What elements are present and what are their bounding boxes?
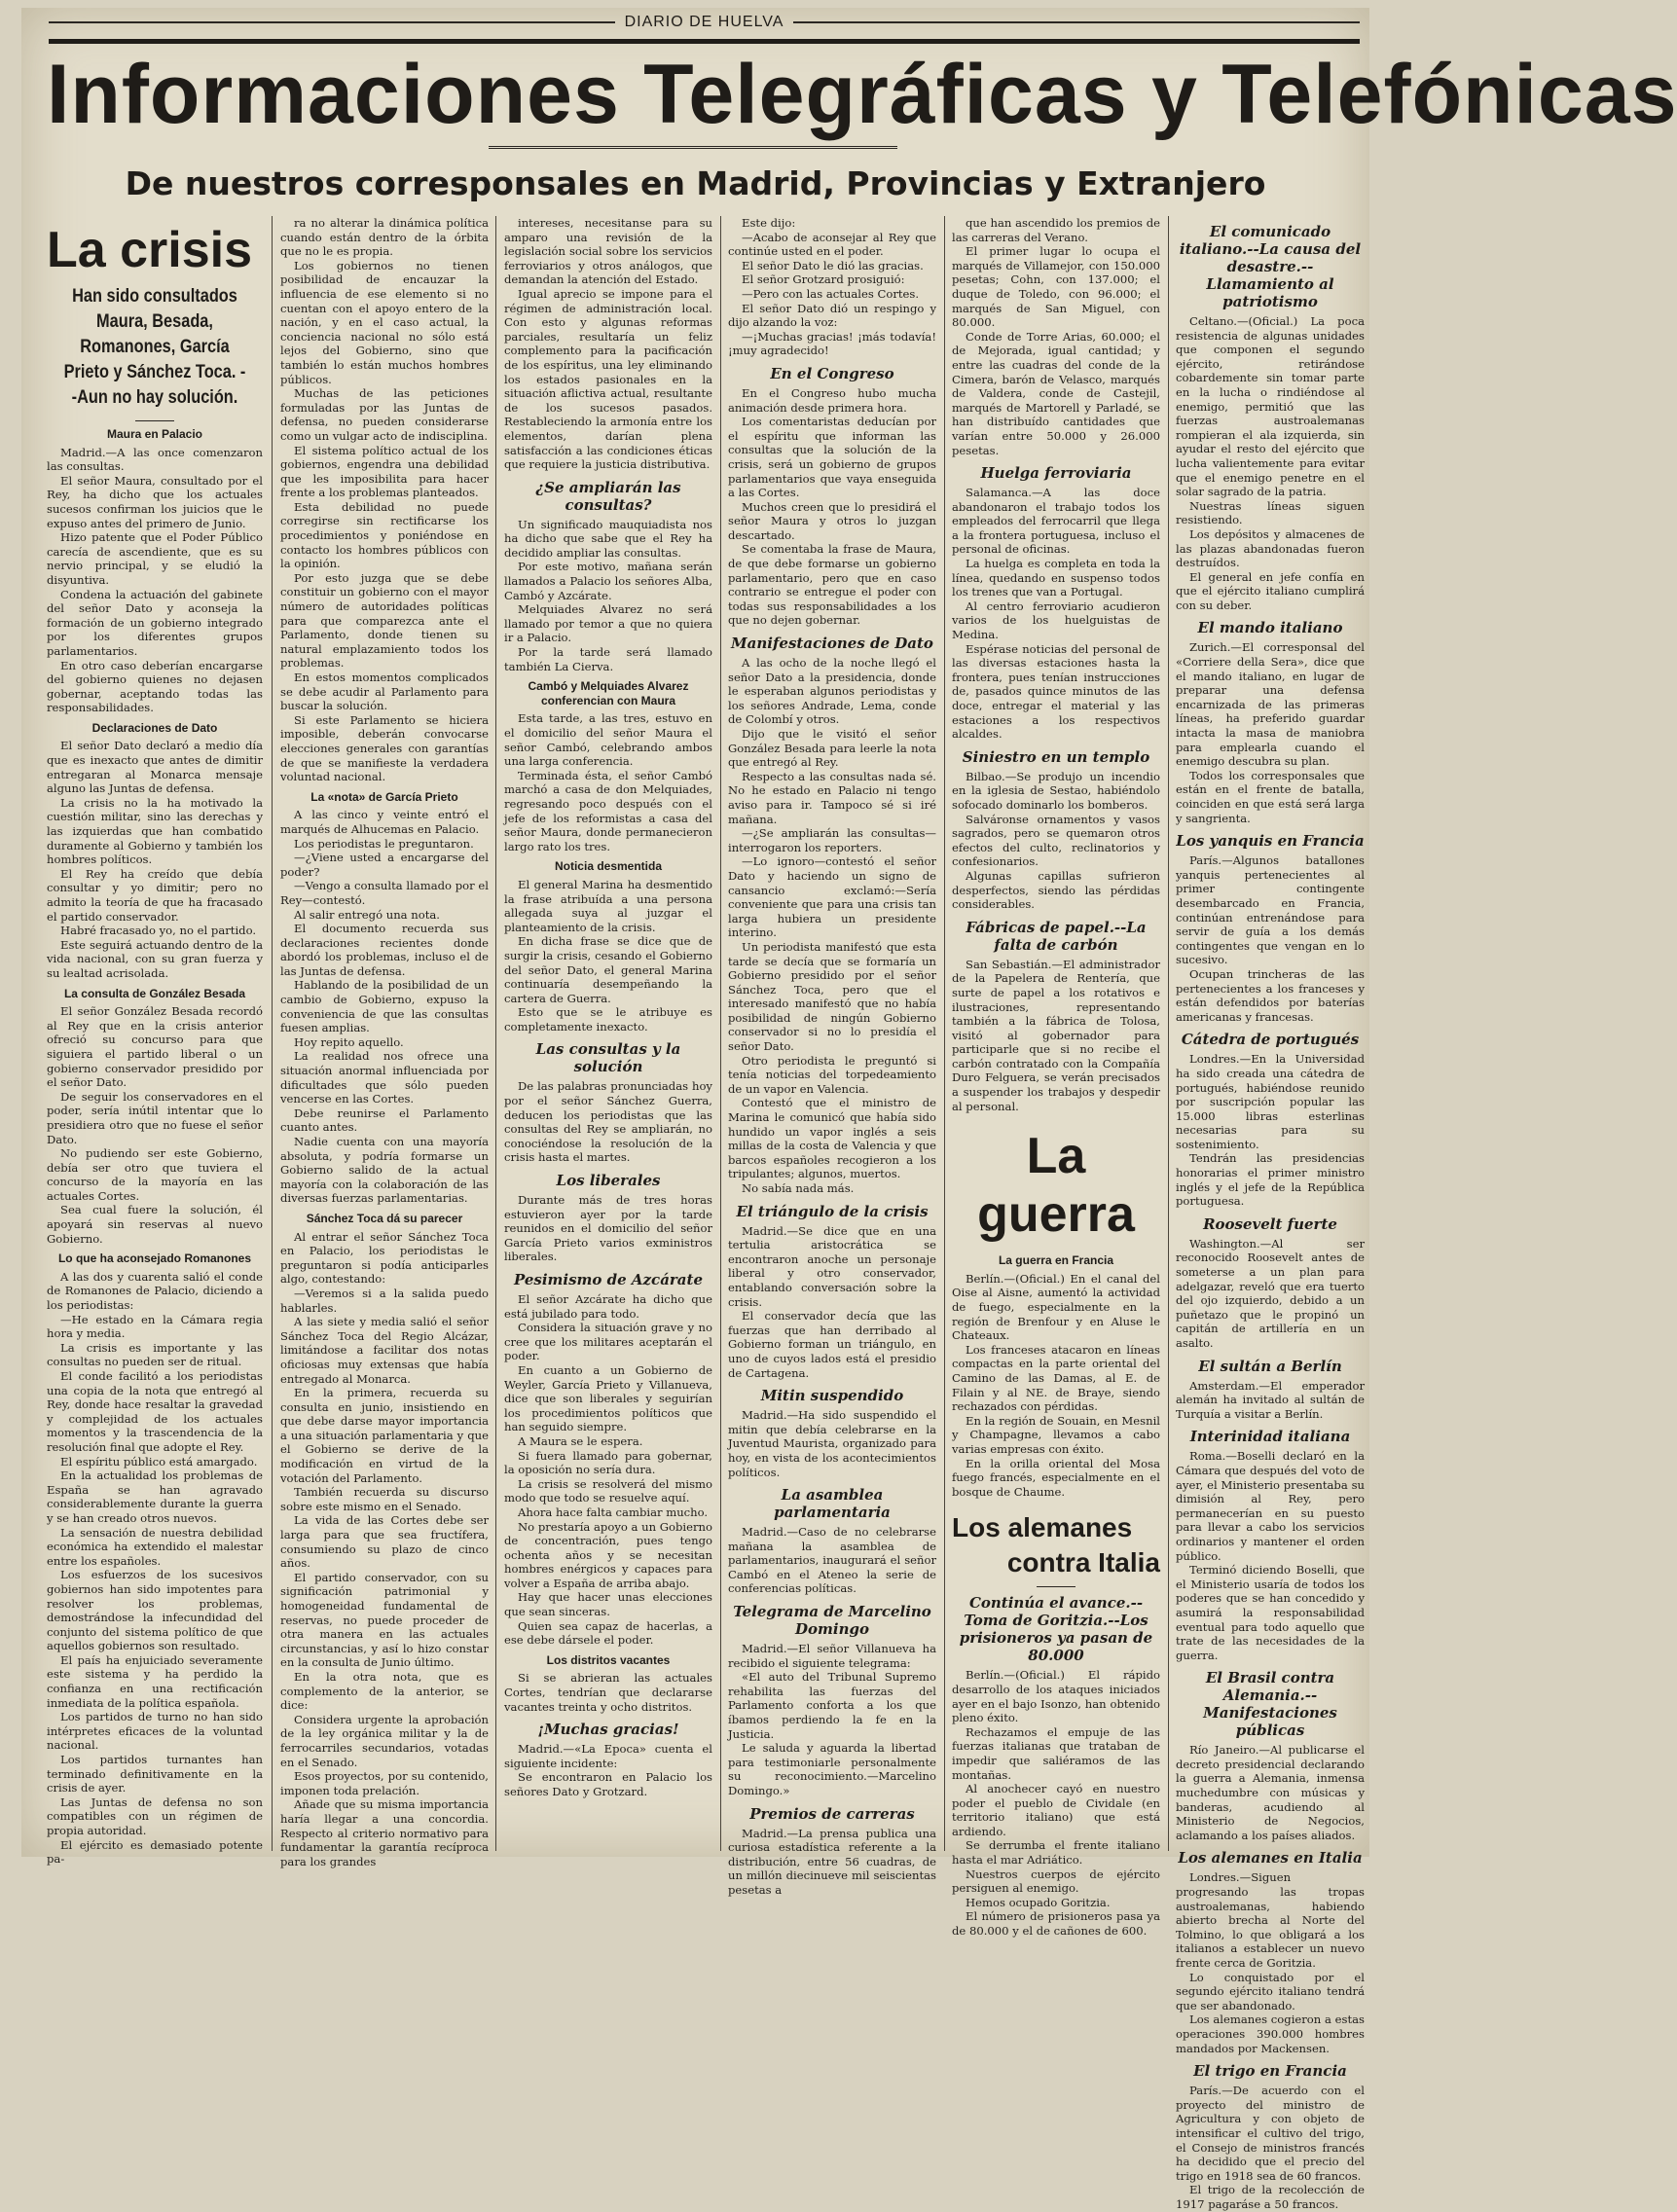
paragraph: Salváronse ornamentos y vasos sagrados, pero se quemaron otros efectos del culto, reclinatorios y confesionarios. (952, 812, 1160, 869)
paragraph: Madrid.—«La Epoca» cuenta el siguiente incidente: (504, 1742, 712, 1770)
paragraph: El conde facilitó a los periodistas una copia de la nota que entregó al Rey, donde hace resaltar la gravedad y complejidad de los actuales momentos y la trascendencia de la resolución final que adopte el Rey. (47, 1369, 263, 1454)
paragraph: El general en jefe confía en que el ejército italiano cumplirá con su deber. (1176, 569, 1365, 612)
paragraph: Berlín.—(Oficial.) En el canal del Oise al Aisne, aumentó la actividad de fuego, especialmente en la región de Brenfour y en Aluse le Chateaux. (952, 1271, 1160, 1343)
subheading: Sánchez Toca dá su parecer (306, 1211, 463, 1225)
paragraph: Considera urgente la aprobación de la ley orgánica militar y la de ferrocarriles secundarios, votadas en el Senado. (280, 1712, 489, 1769)
column-3 (504, 216, 712, 1851)
paragraph: Madrid.—El señor Villanueva ha recibido el siguiente telegrama: (728, 1642, 936, 1670)
paragraph: —Lo ignoro—contestó el señor Dato y haciendo un signo de cansancio exclamó:—Sería conveniente que para una crisis tan larga hubiera un presidente interino. (728, 854, 936, 940)
section-heading: Los yanquis en Francia (1176, 832, 1365, 851)
paragraph: Hablando de la posibilidad de un cambio de Gobierno, expuso la conveniencia de que las consultas fuesen amplias. (280, 978, 489, 1035)
paragraph: El señor Dato le dió las gracias. (742, 258, 924, 272)
paragraph: A las dos y cuarenta salió el conde de Romanones de Palacio, diciendo a los periodistas: (47, 1269, 263, 1313)
paragraph: —Acabo de aconsejar al Rey que continúe usted en el poder. (728, 230, 936, 259)
paragraph: ra no alterar la dinámica política cuando están dentro de la órbita que no le es propia. (280, 216, 489, 259)
paragraph: Por la tarde será llamado también La Cierva. (504, 645, 712, 673)
paragraph: Muchos creen que lo presidirá el señor Maura y otros lo juzgan descartado. (728, 499, 936, 542)
paragraph: A las ocho de la noche llegó el señor Dato a la presidencia, donde le esperaban algunos periodistas y los señores Andrade, Lema, conde de Colombí y otros. (728, 656, 936, 727)
paragraph: Las Juntas de defensa no son compatibles con un régimen de propia autoridad. (47, 1795, 263, 1837)
paragraph: París.—De acuerdo con el proyecto del ministro de Agricultura y con objeto de intensificar el cultivo del trigo, el Consejo de ministros francés ha decidido que el precio del trigo en 1918 sea de 60 francos. (1176, 2084, 1365, 2183)
paragraph: En la orilla oriental del Mosa fuego francés, especialmente en el bosque de Chaume. (952, 1456, 1160, 1499)
paragraph: El espíritu público está amargado. (60, 1454, 258, 1469)
paragraph: Bilbao.—Se produjo un incendio en la iglesia de Sestao, habiéndolo sofocado dominarlo los bomberos. (952, 769, 1160, 812)
paragraph: El conservador decía que las fuerzas que han derribado al Gobierno forman un triángulo, en uno de cuyos lados está el presidio de Cartagena. (728, 1309, 936, 1380)
paragraph: Roma.—Boselli declaró en la Cámara que después del voto de ayer, el Ministerio presentaba su dimisión al Rey, pero permanecerían en su puesto para llevar a cabo los servicios ordinarios y mantener el orden público. (1176, 1449, 1365, 1563)
section-heading: Fábricas de papel.--La falta de carbón (966, 918, 1147, 954)
section-heading: Siniestro en un templo (962, 747, 1150, 766)
paragraph: «El auto del Tribunal Supremo rehabilita las fuerzas del Parlamento conforta a los que íbamos perdiendo la fe en la Justicia. (728, 1670, 936, 1741)
paragraph: Los periodistas le preguntaron. (294, 836, 474, 851)
paragraph: Los partidos turnantes han terminado definitivamente en la crisis de ayer. (47, 1753, 263, 1795)
column-rule (1168, 216, 1169, 1851)
paragraph: A Maura se le espera. (518, 1433, 643, 1448)
paragraph: —Pero con las actuales Cortes. (742, 286, 920, 301)
paragraph: Algunas capillas sufrieron desperfectos, siendo las pérdidas considerables. (952, 868, 1160, 912)
paragraph: La sensación de nuestra debilidad económica ha extendido el malestar entre los españoles. (47, 1525, 263, 1568)
paragraph: Los alemanes cogieron a estas operaciones 390.000 hombres mandados por Mackensen. (1176, 2013, 1365, 2055)
running-head (49, 14, 1360, 31)
paragraph: Condena la actuación del gabinete del señor Dato y aconseja la formación de un gobierno integrado por los diferentes grupos parlamentarios. (47, 587, 263, 658)
paragraph: Contestó que el ministro de Marina le comunicó que había sido hundido un vapor inglés a seis millas de la costa de Valencia y que barcos españoles recogieron a los tripulantes; algunos, muertos. (728, 1096, 936, 1181)
article-columns (47, 216, 1365, 2211)
article-title: La crisis (47, 222, 253, 278)
paragraph: Tendrán las presidencias honorarias el primer ministro inglés y el jefe de la República portuguesa. (1176, 1151, 1365, 1209)
section-heading: ¡Muchas gracias! (537, 1721, 679, 1739)
paragraph: El trigo de la recolección de 1917 pagaráse a 50 francos. (1176, 2183, 1365, 2211)
paragraph: Por este motivo, mañana serán llamados a Palacio los señores Alba, Cambó y Azcárate. (504, 560, 712, 602)
paragraph: La crisis es importante y las consultas no pueden ser de ritual. (47, 1340, 263, 1369)
paragraph: Nuestros cuerpos de ejército persiguen al enemigo. (952, 1867, 1160, 1896)
paragraph: En la región de Souain, en Mesnil y Champagne, llevamos a cabo varias empresas con éxito. (952, 1413, 1160, 1456)
paragraph: Amsterdam.—El emperador alemán ha invitado al sultán de Turquía a visitar a Berlín. (1176, 1378, 1365, 1421)
paragraph: Hay que hacer unas elecciones que sean sinceras. (504, 1590, 712, 1619)
section-heading: En el Congreso (770, 364, 894, 382)
paragraph: Salamanca.—A las doce abandonaron el trabajo todos los empleados del ferrocarril que llega a la frontera portuguesa, incluso el personal de oficinas. (952, 486, 1160, 557)
subheading: Cambó y Melquiades Alvarez conferencian con Maura (528, 679, 689, 707)
paragraph: Zurich.—El corresponsal del «Corriere della Sera», dice que el mando italiano, en lugar de preparar una defensa encarnizada de las primeras líneas, ha preferido guardar intacta la masa de maniobra para emplearla cuando el enemigo descubra su plan. (1176, 640, 1365, 769)
paragraph: Los franceses atacaron en líneas compactas en la parte oriental del Camino de las Damas, al E. de Filain y al NE. de Braye, siendo rechazados con pérdidas. (952, 1342, 1160, 1414)
paragraph: En la primera, recuerda su consulta en junio, insistiendo en que debe darse mayor importancia a una situación parlamentaria y que el Gobierno se derive de la modificación en virtud de la votación del Parlamento. (280, 1386, 489, 1485)
top-rule (49, 39, 1360, 44)
paragraph: Nadie cuenta con una mayoría absoluta, y podría formarse un Gobierno salido de la actual mayoría con la colaboración de las diversas fuerzas parlamentarias. (280, 1135, 489, 1206)
paragraph: A las siete y media salió el señor Sánchez Toca del Regio Alcázar, limitándose a facilitar dos notas oficiosas muy extensas que había entregado al Monarca. (280, 1315, 489, 1386)
paragraph: En la actualidad los problemas de España se han agravado considerablemente durante la guerra y se han creado otros nuevos. (47, 1469, 263, 1525)
paragraph: La vida de las Cortes debe ser larga para que sea fructífera, consumiendo su plazo de cinco años. (280, 1513, 489, 1571)
paragraph: En la otra nota, que es complemento de la anterior, se dice: (280, 1669, 489, 1713)
column-rule (495, 216, 496, 1851)
paragraph: Melquiades Alvarez no será llamado por temor a que no quiera ir a Palacio. (504, 602, 712, 645)
paragraph: Berlín.—(Oficial.) El rápido desarrollo de los ataques iniciados ayer en el bajo Isonzo, han obtenido pleno éxito. (952, 1668, 1160, 1725)
section-title-war: La guerra (977, 1128, 1135, 1244)
paragraph: La crisis no la ha motivado la cuestión militar, sino las derechas y las izquierdas que han combatido duramente al Gobierno y también los hombres políticos. (47, 795, 263, 867)
paragraph: Durante más de tres horas estuvieron ayer por la tarde reunidos en el domicilio del señor García Prieto varios exministros liberales. (504, 1193, 712, 1264)
paragraph: No prestaría apoyo a un Gobierno de concentración, pues tengo ochenta años y se necesitan hombres enérgicos y capaces para volver a España de arriba abajo. (504, 1519, 712, 1590)
paragraph: Madrid.—La prensa publica una curiosa estadística referente a la distribución, entre 56 cuadras, de un millón diecinueve mil seiscientas pesetas a (728, 1826, 936, 1897)
paragraph: El señor Azcárate ha dicho que está jubilado para todo. (504, 1292, 712, 1321)
paragraph: Al centro ferroviario acudieron varios de los huelguistas de Medina. (952, 598, 1160, 642)
paragraph: El general Marina ha desmentido la frase atribuída a una persona allegada suya al juzgar el planteamiento de la crisis. (504, 877, 712, 934)
paragraph: De seguir los conservadores en el poder, sería inútil intentar que lo presidiera otro que no fuese el señor Dato. (47, 1089, 263, 1146)
paragraph: Los comentaristas deducían por el espíritu que informan las consultas que la solución de la crisis, será un gobierno de grupos parlamentarios que vaya enseguida a las Cortes. (728, 415, 936, 500)
section-heading: Los alemanes en Italia (1178, 1849, 1363, 1868)
paragraph: En el Congreso hubo mucha animación desde primera hora. (728, 385, 936, 415)
section-heading: Premios de carreras (749, 1804, 915, 1823)
paragraph: Madrid.—Caso de no celebrarse mañana la asamblea de parlamentarios, inaugurará el señor Cambó en el Ateneo la serie de conferencias políticas. (728, 1525, 936, 1596)
paragraph: Quien sea capaz de hacerlas, a ese debe dársele el poder. (504, 1618, 712, 1648)
paragraph: Se derrumba el frente italiano hasta el mar Adriático. (952, 1838, 1160, 1868)
paragraph: Rechazamos el empuje de las fuerzas italianas que trataban de impedir que saliéramos de las montañas. (952, 1724, 1160, 1782)
paragraph: En dicha frase se dice que de surgir la crisis, cesando el Gobierno del señor Dato, el general Marina continuaría desempeñando la cartera de Guerra. (504, 934, 712, 1005)
newspaper-page (21, 8, 1677, 2211)
paragraph: En estos momentos complicados se debe acudir al Parlamento para buscar la solución. (280, 671, 489, 713)
subheading: Los distritos vacantes (546, 1652, 671, 1667)
section-title-part: Los alemanes (952, 1512, 1133, 1543)
section-heading: Continúa el avance.--Toma de Goritzia.--Los prisioneros ya pasan de 80.000 (959, 1594, 1153, 1665)
paragraph: Si fuera llamado para gobernar, la oposición no sería dura. (504, 1448, 712, 1477)
paragraph: El ejército es demasiado potente pa- (47, 1837, 263, 1867)
paragraph: El país ha enjuiciado severamente este sistema y ha perdido la confianza en una rectificación inmediata de la política española. (47, 1652, 263, 1710)
paragraph: En cuanto a un Gobierno de Weyler, García Prieto y Villanueva, dice que son liberales y seguirían los procedimientos políticos que han seguido siempre. (504, 1362, 712, 1434)
column-5 (952, 216, 1160, 1939)
section-heading: Roosevelt fuerte (1203, 1215, 1337, 1233)
paragraph: Espérase noticias del personal de las diversas estaciones hasta la frontera, pues tenían instrucciones de, pasados quince minutos de las doce, entregar el material y las estaciones a los respectivos alcaldes. (952, 641, 1160, 742)
section-heading: La asamblea parlamentaria (774, 1486, 891, 1522)
column-rule (272, 216, 273, 1851)
paragraph: Terminada ésta, el señor Cambó marchó a casa de don Melquiades, regresando poco después con el jefe de los reformistas a casa del señor Maura, donde permanecieron largo rato los tres. (504, 768, 712, 853)
subheading: Noticia desmentida (554, 859, 663, 874)
paragraph: Conde de Torre Arias, 60.000; el de Mejorada, igual cantidad; y entre las cuadras del conde de la Cimera, barón de Velasco, marqués de Valdera, conde de Castejil, marqués de Martorell y Parladé, se han distribuído cantidades que varían entre 50.000 y 26.000 pesetas. (952, 329, 1160, 457)
paragraph: Sea cual fuere la solución, él apoyará sin reservas al nuevo Gobierno. (47, 1203, 263, 1246)
section-heading: Mitin suspendido (760, 1387, 904, 1405)
paragraph: Hizo patente que el Poder Público carecía de ascendiente, que es su nervio principal, y se eludió la disyuntiva. (47, 530, 263, 587)
section-heading: El triángulo de la crisis (736, 1202, 929, 1220)
paragraph: Este dijo: (742, 216, 796, 230)
paragraph: Madrid.—Ha sido suspendido el mitin que debía celebrarse en la Juventud Maurista, organizado para hoy, en vista de los acontecimientos políticos. (728, 1408, 936, 1479)
paragraph: Otro periodista le preguntó si tenía noticias del torpedeamiento de un vapor en Valencia. (728, 1053, 936, 1096)
paragraph: —¿Se ampliarán las consultas—interrogaron los reporters. (728, 826, 936, 854)
paragraph: —He estado en la Cámara regia hora y media. (47, 1312, 263, 1341)
paragraph: Le saluda y aguarda la libertad para testimoniarle personalmente su reconocimiento.—Marcelino Domingo.» (728, 1741, 936, 1797)
paragraph: A las cinco y veinte entró el marqués de Alhucemas en Palacio. (280, 808, 489, 836)
paragraph: Río Janeiro.—Al publicarse el decreto presidencial declarando la guerra a Alemania, inmensa muchedumbre con músicas y banderas, acudiendo al Ministerio de Negocios, aclamando a los países aliados. (1176, 1743, 1365, 1842)
paragraph: Todos los corresponsales que están en el frente de batalla, coinciden en que está será larga y sangrienta. (1176, 768, 1365, 825)
paragraph: Si se abrieran las actuales Cortes, tendrían que declararse vacantes treinta y ocho distritos. (504, 1671, 712, 1714)
section-heading: Huelga ferroviaria (980, 464, 1132, 483)
subheading: La consulta de González Besada (63, 986, 246, 1000)
paragraph: —Vengo a consulta llamado por el Rey—contestó. (280, 879, 489, 907)
subheading: Maura en Palacio (106, 427, 203, 441)
paragraph: El señor González Besada recordó al Rey que en la crisis anterior ofreció su concurso para que siguiera el partido liberal o un gobierno conservador presidido por el señor Dato. (47, 1004, 263, 1090)
paragraph: En otro caso deberían encargarse del gobierno quienes no dejasen gobernar, aceptando todas las responsabilidades. (47, 658, 263, 715)
paragraph: Debe reunirse el Parlamento cuanto antes. (280, 1106, 489, 1135)
paragraph: Al anochecer cayó en nuestro poder el pueblo de Cividale (en territorio italiano) que está ardiendo. (952, 1782, 1160, 1838)
paragraph: Los depósitos y almacenes de las plazas abandonadas fueron destruídos. (1176, 526, 1365, 570)
paragraph: De las palabras pronunciadas hoy por el señor Sánchez Guerra, deducen los periodistas que las consultas del Rey se ampliarán, no conociéndose la resolución de la crisis hasta el martes. (504, 1079, 712, 1165)
paragraph: Igual aprecio se impone para el régimen de administración local. Con esto y algunas reformas parciales, resultaría un feliz complemento para la pacificación de los espíritus, una ley eliminando los estados pasionales en la situación aflictiva actual, resultante de los sucesos pasados. Restableciendo la armonía entre los elementos, darían plena satisfacción a las condiciones éticas que requiere la justicia distributiva. (504, 286, 712, 472)
paragraph: Se encontraron en Palacio los señores Dato y Grotzard. (504, 1770, 712, 1798)
section-heading: Manifestaciones de Dato (731, 635, 933, 653)
section-heading: Los liberales (556, 1172, 661, 1190)
section-heading: Pesimismo de Azcárate (513, 1271, 704, 1288)
paragraph: París.—Algunos batallones yanquis pertenecientes al primer contingente desembarcado en Francia, continúan entrenándose para servir de guía a los demás contingentes que vengan en lo sucesivo. (1176, 853, 1365, 967)
section-heading: Las consultas y la solución (535, 1040, 681, 1076)
paragraph: El señor Dato declaró a medio día que es inexacto que antes de dimitir entregaran al Monarca mensaje alguno las Juntas de defensa. (47, 739, 263, 796)
paragraph: Muchas de las peticiones formuladas por las Juntas de defensa, no pueden considerarse como un vulgar acto de indisciplina. (280, 386, 489, 443)
paragraph: El documento recuerda sus declaraciones recientes donde abordó los problemas, incluso el de las Juntas de defensa. (280, 922, 489, 978)
section-heading: Telegrama de Marcelino Domingo (733, 1603, 931, 1639)
paragraph: Un periodista manifestó que esta tarde se decía que se formaría un Gobierno presidido por el señor Sánchez Toca, pero que el interesado manifestó que no había posibilidad de ningún Gobierno conservador si no lo presidía el señor Dato. (728, 939, 936, 1054)
paragraph: La realidad nos ofrece una situación anormal influenciada por dificultades que sólo pueden vencerse en las Cortes. (280, 1049, 489, 1106)
paragraph: Este seguirá actuando dentro de la vida nacional, con su gran fuerza y su lealtad acrisolada. (47, 937, 263, 980)
ornament-rule (489, 146, 897, 149)
paragraph: Terminó diciendo Boselli, que el Ministerio usaría de todos los poderes que se han concedido y asumirá la responsabilidad eventual para todo aquello que trate de las necesidades de la guerra. (1176, 1563, 1365, 1662)
paragraph: La huelga es completa en toda la línea, quedando en suspenso todos los trenes que van a Portugal. (952, 557, 1160, 599)
section-heading: El sultán a Berlín (1198, 1357, 1342, 1375)
column-6 (1176, 216, 1365, 2211)
paragraph: Esto que se le atribuye es completamente inexacto. (504, 1005, 712, 1033)
paragraph: Esta tarde, a las tres, estuvo en el domicilio del señor Maura el señor Cambó, celebrando ambos una larga conferencia. (504, 711, 712, 769)
paragraph: Por esto juzga que se debe constituir un gobierno con el mayor número de autoridades políticas para que comparezca ante el Parlamento, donde tienen su natural emplazamiento todos los problemas. (280, 570, 489, 671)
divider (1037, 1586, 1075, 1587)
paragraph: El señor Maura, consultado por el Rey, ha dicho que los actuales sucesos confirman los juicios que le expuso antes del primero de Junio. (47, 473, 263, 530)
column-2 (280, 216, 489, 1868)
paragraph: San Sebastián.—El administrador de la Papelera de Rentería, que surte de papel a los rotativos e ilustraciones, representando también a la fábrica de Tolosa, visitó al gobernador para participarle que si no recibe el carbón contratado con la Compañía Duro Felguera, se verán precisados a suspender los trabajos y despedir al personal. (952, 957, 1160, 1113)
paragraph: —Veremos si a la salida puedo hablarles. (280, 1286, 489, 1315)
paragraph: Se comentaba la frase de Maura, de que debe formarse un gobierno parlamentario, pero que en caso contrario se entregue el poder con todas sus responsabilidades a los que no dejen gobernar. (728, 542, 936, 628)
page-headline: Informaciones Telegráficas y Telefónicas (47, 48, 1677, 141)
paragraph: No pudiendo ser este Gobierno, debía ser otro que tuviera el concurso de la mayoría en las actuales Cortes. (47, 1146, 263, 1203)
section-heading: El Brasil contra Alemania.--Manifestaciones públicas (1203, 1669, 1337, 1740)
paragraph: Madrid.—Se dice que en una tertulia aristocrática se encontraron anoche un personaje liberal y otro conservador, entablando conversación sobre la crisis. (728, 1223, 936, 1309)
paragraph: Lo conquistado por el segundo ejército italiano tendrá que ser abandonado. (1176, 1970, 1365, 2013)
paragraph: El número de prisioneros pasa ya de 80.000 y el de cañones de 600. (952, 1909, 1160, 1939)
paragraph: El partido conservador, con su significación patrimonial y homogeneidad fundamental de reservas, no puede proceder de otra manera en las actuales circunstancias, y así lo hizo constar en la consulta de Junio último. (280, 1570, 489, 1670)
paragraph: Los partidos de turno no han sido intérpretes eficaces de la voluntad nacional. (47, 1710, 263, 1753)
paragraph: El sistema político actual de los gobiernos, engendra una debilidad que les imposibilita para hacer frente a los problemas planteados. (280, 443, 489, 500)
page-subheadline: De nuestros corresponsales en Madrid, Provincias y Extranjero (125, 164, 1266, 202)
paragraph: No sabía nada más. (742, 1181, 855, 1195)
paragraph: Un significado mauquiadista nos ha dicho que sabe que el Rey ha decidido ampliar las consultas. (504, 517, 712, 560)
section-heading: Interinidad italiana (1189, 1428, 1351, 1446)
paragraph: Hemos ocupado Goritzia. (966, 1895, 1111, 1909)
paragraph: Nuestras líneas siguen resistiendo. (1176, 498, 1365, 527)
paragraph: Considera la situación grave y no cree que los militares aceptarán el poder. (504, 1321, 712, 1363)
newspaper-name: DIARIO DE HUELVA (624, 14, 784, 30)
column-1 (47, 216, 263, 1867)
paragraph: Londres.—Siguen progresando las tropas austroalemanas, habiendo abierto brecha al Norte del Tolmino, lo que obligará a los italianos a establecer un nuevo frente cerca de Goritzia. (1176, 1870, 1365, 1970)
paragraph: Hoy repito aquello. (294, 1034, 404, 1049)
paragraph: Si este Parlamento se hiciera imposible, deberán convocarse elecciones generales con garantías de que se manifieste la verdadera voluntad nacional. (280, 712, 489, 784)
column-rule (720, 216, 721, 1851)
paragraph: El Rey ha creído que debía consultar y yo dimitir; pero no admito la teoría de que ha fracasado el partido conservador. (47, 866, 263, 924)
paragraph: Al salir entregó una nota. (294, 907, 440, 922)
paragraph: También recuerda su discurso sobre este mismo en el Senado. (280, 1485, 489, 1513)
subheading: Declaraciones de Dato (91, 720, 218, 735)
paragraph: Madrid.—A las once comenzaron las consultas. (47, 445, 263, 474)
section-heading: El trigo en Francia (1193, 2062, 1347, 2081)
paragraph: —¿Viene usted a encargarse del poder? (280, 851, 489, 879)
paragraph: intereses, necesitanse para su amparo una revisión de la legislación social sobre los servicios ferroviarios y otros análogos, que demandan la atención del Estado. (504, 216, 712, 287)
section-heading: El comunicado italiano.--La causa del desastre.--Llamamiento al patriotismo (1179, 223, 1362, 310)
paragraph: La crisis se resolverá del mismo modo que todo se resuelve aquí. (504, 1476, 712, 1505)
paragraph: Habré fracasado yo, no el partido. (60, 924, 257, 938)
paragraph: Ahora hace falta cambiar mucho. (518, 1505, 709, 1519)
paragraph: Celtano.—(Oficial.) La poca resistencia de algunas unidades que componen el segundo ejército, retirándose cobardemente sin tomar parte en la lucha o rindiéndose al enemigo, permitió que las fuerzas austroalemanas rompieran el ala izquierda, sin ayudar el resto del ejército que lucha valientemente para evitar que el enemigo penetre en el solar sagrado de la patria. (1176, 314, 1365, 499)
paragraph: Washington.—Al ser reconocido Roosevelt antes de someterse a un plan para adelgazar, reveló que era tuerto del ojo izquierdo, debido a un puñetazo que le propinó un capitán de artillería en un asalto. (1176, 1236, 1365, 1350)
paragraph: Ocupan trincheras de las pertenecientes a los franceses y están defendidos por baterías americanas y francesas. (1176, 966, 1365, 1024)
paragraph: Esta debilidad no puede corregirse sin rectificarse los procedimientos y poniéndose en contacto los hombres públicos con la opinión. (280, 499, 489, 571)
paragraph: Al entrar el señor Sánchez Toca en Palacio, los periodistas le preguntaron si podía anticiparles algo, contestando: (280, 1229, 489, 1287)
paragraph: Dijo que le visitó el señor González Besada para leerle la nota que entregó al Rey. (728, 727, 936, 770)
paragraph: Londres.—En la Universidad ha sido creada una cátedra de portugués, habiéndose reunido por suscripción popular las 15.000 libras esterlinas necesarias para su sostenimiento. (1176, 1052, 1365, 1151)
subheading: La «nota» de García Prieto (310, 789, 458, 804)
section-title-part: contra Italia (1006, 1547, 1160, 1578)
subheading: La guerra en Francia (998, 1253, 1114, 1268)
section-heading: Cátedra de portugués (1181, 1031, 1360, 1049)
column-4 (728, 216, 936, 1897)
paragraph: Respecto a las consultas nada sé. No he estado en Palacio ni tengo aviso para ir. Tampoco sé si iré mañana. (728, 769, 936, 826)
paragraph: Esos proyectos, por su contenido, imponen toda prelación. (280, 1769, 489, 1797)
subheading: Lo que ha aconsejado Romanones (57, 1251, 252, 1266)
article-deck: Han sido consultados Maura, Besada, Romanones, García Prieto y Sánchez Toca. --Aun no hay solución. (63, 286, 246, 408)
divider (135, 420, 174, 421)
column-rule (944, 216, 945, 1851)
paragraph: El primer lugar lo ocupa el marqués de Villamejor, con 150.000 pesetas; Cohn, con 137.000; el duque de Toledo, con 96.000; el marqués de San Miguel, con 80.000. (952, 244, 1160, 330)
paragraph: —¡Muchas gracias! ¡más todavía! ¡muy agradecido! (728, 329, 936, 358)
paragraph: Los gobiernos no tienen posibilidad de encauzar la influencia de ese elemento si no cuentan con el apoyo entero de la nación, y en el caso actual, la conciencia nacional no sólo está lejos del Gobierno, sino que también lo están muchos hombres públicos. (280, 258, 489, 386)
paragraph: El señor Grotzard prosiguió: (742, 272, 905, 287)
section-heading: ¿Se ampliarán las consultas? (535, 478, 681, 514)
paragraph: Añade que su misma importancia haría llegar a una concordia. Respecto al criterio normativo para fundamentar la garantía recíproca para los grandes (280, 1797, 489, 1868)
section-heading: El mando italiano (1197, 619, 1343, 637)
paragraph: El señor Dato dió un respingo y dijo alzando la voz: (728, 301, 936, 330)
paragraph: Los esfuerzos de los sucesivos gobiernos han sido impotentes para resolver los problemas, demostrándose la infecundidad del conjunto del sistema político de que aquellos gobiernos son resultado. (47, 1568, 263, 1653)
paragraph: que han ascendido los premios de las carreras del Verano. (952, 216, 1160, 244)
